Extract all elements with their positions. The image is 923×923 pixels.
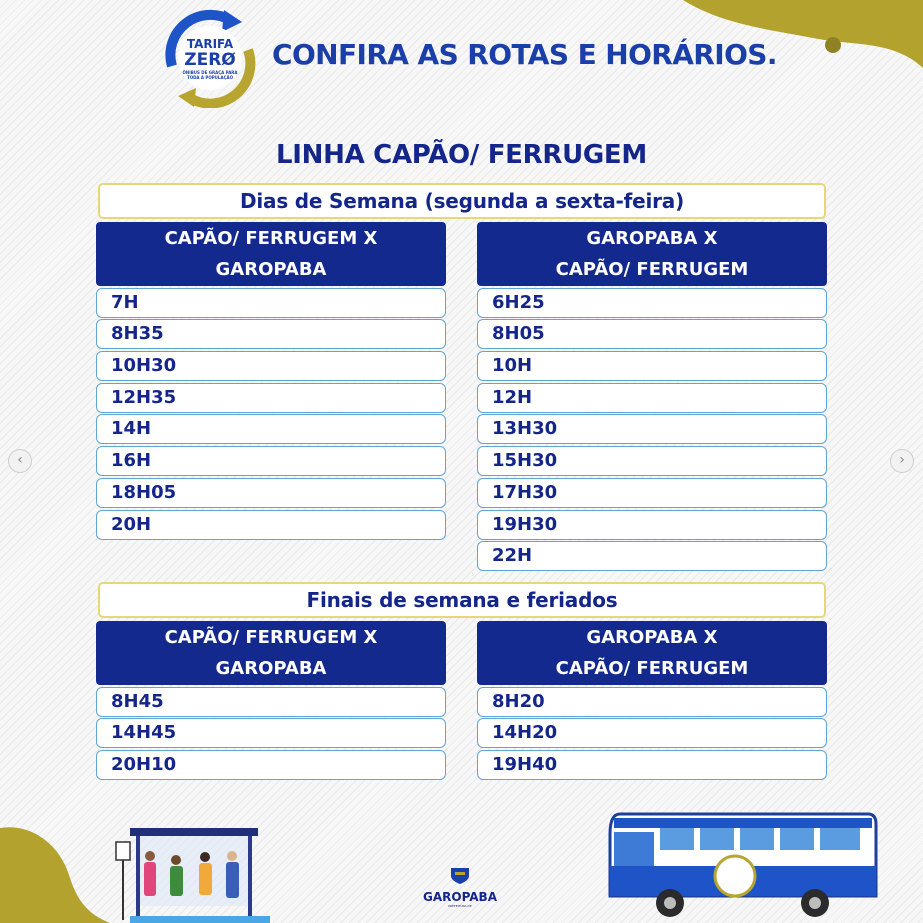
time-row: 19H30 xyxy=(477,510,827,540)
column-heading-line1: CAPÃO/ FERRUGEM X xyxy=(164,228,378,249)
time-row: 10H30 xyxy=(96,351,446,381)
logo-text-tarifa: TARIFA xyxy=(186,37,234,51)
chevron-right-icon: › xyxy=(899,452,905,468)
column-heading-line1: GAROPABA X xyxy=(586,627,718,648)
page-headline: CONFIRA AS ROTAS E HORÁRIOS. xyxy=(272,38,777,71)
time-row: 8H05 xyxy=(477,319,827,349)
tarifa-zero-logo xyxy=(158,8,262,108)
weekend-column-capao-to-garopaba xyxy=(96,621,446,780)
column-heading xyxy=(477,621,827,685)
bus-illustration xyxy=(600,806,878,923)
weekend-column-garopaba-to-capao xyxy=(477,621,827,780)
time-row: 17H30 xyxy=(477,478,827,508)
time-row: 20H10 xyxy=(96,750,446,780)
chevron-left-icon: ‹ xyxy=(17,452,23,468)
time-row: 12H35 xyxy=(96,383,446,413)
time-row: 13H30 xyxy=(477,414,827,444)
time-row: 8H35 xyxy=(96,319,446,349)
time-row: 12H xyxy=(477,383,827,413)
prefeitura-label: PREFEITURA DE xyxy=(448,904,472,908)
time-row: 7H xyxy=(96,288,446,318)
column-heading-line1: GAROPABA X xyxy=(586,228,718,249)
time-row: 14H xyxy=(96,414,446,444)
column-heading xyxy=(96,222,446,286)
carousel-prev-button[interactable] xyxy=(8,449,32,473)
line-title: LINHA CAPÃO/ FERRUGEM xyxy=(276,140,647,170)
column-heading-line1: CAPÃO/ FERRUGEM X xyxy=(164,627,378,648)
logo-text-zero: ZERØ xyxy=(184,50,236,70)
bus-stop-illustration xyxy=(100,822,270,923)
time-row: 19H40 xyxy=(477,750,827,780)
column-heading-line2: CAPÃO/ FERRUGEM xyxy=(555,259,749,280)
time-row: 8H45 xyxy=(96,687,446,717)
column-heading-line2: GAROPABA xyxy=(215,259,327,280)
section-title-weekends: Finais de semana e feriados xyxy=(98,582,826,618)
time-row: 14H45 xyxy=(96,718,446,748)
prefeitura-name: GAROPABA xyxy=(423,890,497,904)
column-heading-line2: CAPÃO/ FERRUGEM xyxy=(555,658,749,679)
weekday-column-garopaba-to-capao xyxy=(477,222,827,571)
coat-of-arms-icon xyxy=(449,866,471,884)
decorative-blob-bottom-left xyxy=(0,823,110,923)
carousel-next-button[interactable] xyxy=(890,449,914,473)
time-row: 22H xyxy=(477,541,827,571)
time-row: 20H xyxy=(96,510,446,540)
time-row: 15H30 xyxy=(477,446,827,476)
time-row: 6H25 xyxy=(477,288,827,318)
column-heading xyxy=(477,222,827,286)
column-heading-line2: GAROPABA xyxy=(215,658,327,679)
section-title-weekdays: Dias de Semana (segunda a sexta-feira) xyxy=(98,183,826,219)
column-heading xyxy=(96,621,446,685)
time-row: 18H05 xyxy=(96,478,446,508)
time-row: 16H xyxy=(96,446,446,476)
time-row: 10H xyxy=(477,351,827,381)
weekday-column-capao-to-garopaba xyxy=(96,222,446,540)
time-row: 14H20 xyxy=(477,718,827,748)
logo-tagline: ÔNIBUS DE GRAÇA PARA TODA A POPULAÇÃO xyxy=(182,70,238,80)
prefeitura-garopaba-logo xyxy=(410,866,510,910)
time-row: 8H20 xyxy=(477,687,827,717)
